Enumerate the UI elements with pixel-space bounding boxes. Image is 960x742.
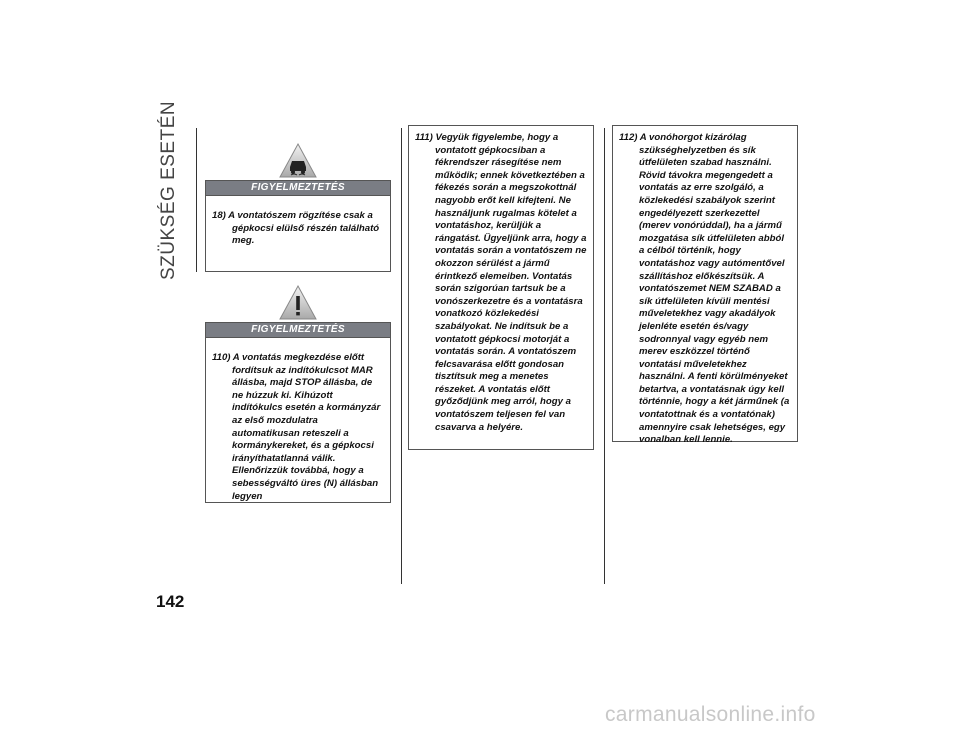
section-title: SZÜKSÉG ESETÉN [158,100,179,280]
column-rule-right [604,128,605,584]
note-box-112 [612,125,798,446]
note-110: 110) A vontatás megkezdése előtt fordítsuk az indítókulcsot MAR állásba, majd STOP állásba, de ne húzzuk ki. Kihúzott indítókulcs esetén a kormányzár az első mozdulatra automatikusan reteszeli a kormánykereket, és a gépkocsi irányíthatatlanná válik. Ellenőrizzük továbbá, hogy a sebességváltó üres (N) állásban legyen [212,352,381,502]
warning-label: FIGYELMEZTETÉS [205,322,391,338]
note-box-111 [408,125,594,450]
note-112: 112) A vonóhorgot kizárólag szükséghelyzetben és sík útfelületen szabad használni. Rövid távokra megengedett a vontatás az erre szolgáló, a közlekedési szabályok szerint engedélyezett szerkezettel (merev vonórúddal), ha a jármű mozgatása sík útfelületen abból a célból történik, hogy vontatáshoz vagy autómentővel szállításhoz előkészítsük. A vontatószemet NEM SZABAD a sík útfelületen kívüli mentési műveletekhez vagy akadályok jelenléte esetén és/vagy sodronnyal vagy egyéb nem merev eszközzel történő vontatási műveletekhez használni. A fenti körülményeket betartva, a vontatásnak úgy kell történnie, hogy a két járműnek (a vontatottnak és a vontatónak) amennyire csak lehetséges, egy vonalban kell lennie. [619,132,790,446]
warning-box [205,338,391,503]
note-111: 111) Vegyük figyelembe, hogy a vontatott gépkocsiban a fékrendszer rásegítése nem működik; ennek következtében a fékezés során a megszokottnál nagyobb erőt kell kifejteni. Ne használjunk rugalmas kötelet a vontatáshoz, kerüljük a rángatást. Ügyeljünk arra, hogy a vontatás során a vontatószem ne okozzon sérülést a jármű érintkező elemeiben. Vontatás során szigorúan tartsuk be a vonószerkezetre és a vontatásra vonatkozó közlekedési szabályokat. Ne indítsuk be a vontatott gépkocsi motorját a vontatás során. A vontatószem felcsavarása előtt gondosan tisztítsuk meg a menetes részeket. A vontatás előtt győződjünk meg arról, hogy a vontatószem teljesen fel van csavarva a helyére. [415,132,587,433]
column-rule-left [196,128,197,272]
watermark: carmanualsonline.info [605,703,816,726]
note-18: 18) A vontatószem rögzítése csak a gépkocsi elülső részén található meg. [212,210,380,247]
exclamation-warning-icon [278,284,318,322]
warning-block-110 [205,284,391,503]
warning-box [205,196,391,272]
column-rule-middle [401,128,402,584]
car-skid-warning-icon [278,142,318,180]
warning-label: FIGYELMEZTETÉS [205,180,391,196]
page-number: 142 [156,592,185,611]
warning-block-18 [205,142,391,272]
